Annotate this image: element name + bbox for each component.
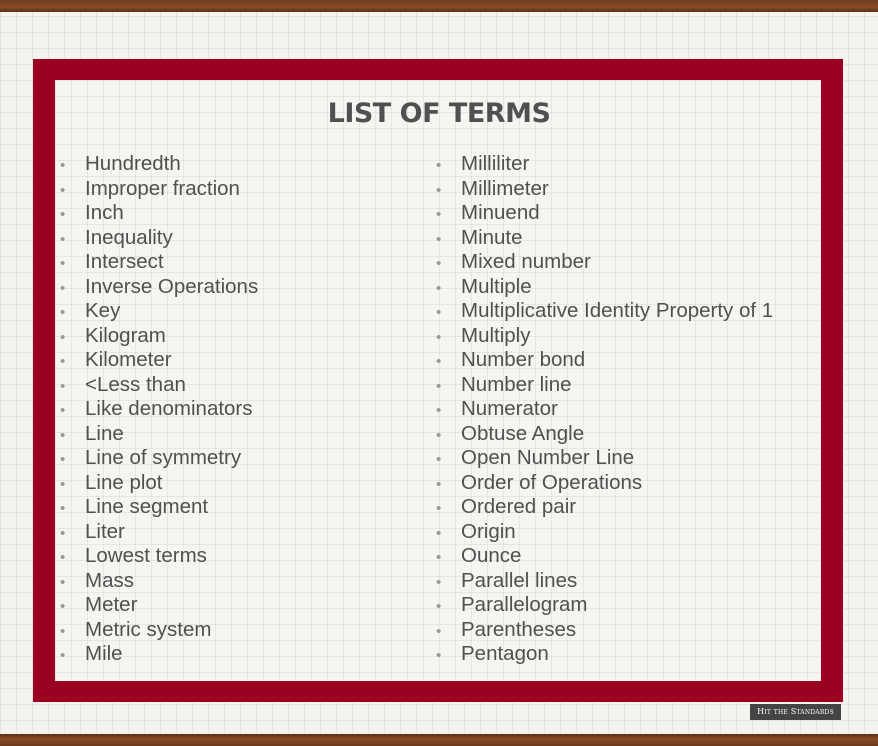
term-item — [434, 569, 773, 594]
term-label: Mass — [85, 568, 134, 592]
term-item — [434, 373, 773, 398]
term-label: Number bond — [461, 348, 586, 371]
term-item — [58, 373, 258, 398]
term-item — [434, 275, 773, 300]
term-item — [434, 544, 773, 569]
bullet-icon: • — [60, 304, 66, 321]
term-item — [58, 618, 258, 643]
term-item — [434, 250, 773, 275]
term-item — [58, 446, 258, 471]
term-label: Inverse Operations — [85, 274, 259, 298]
term-label: Origin — [461, 519, 516, 543]
term-label: Multiplicative Identity Property of 1 — [461, 299, 774, 322]
bullet-icon: • — [436, 304, 442, 321]
bullet-icon: • — [436, 451, 442, 468]
term-label: Parallel lines — [461, 568, 578, 592]
term-item — [434, 397, 773, 422]
bullet-icon: • — [436, 573, 442, 591]
bullet-icon: • — [60, 451, 66, 468]
bullet-icon: • — [60, 279, 66, 297]
term-item — [58, 593, 258, 618]
term-label: Key — [85, 299, 121, 322]
term-label: Liter — [85, 519, 125, 543]
bullet-icon: • — [436, 157, 442, 174]
term-item — [434, 593, 773, 618]
bullet-icon: • — [60, 598, 66, 615]
term-item — [434, 618, 773, 643]
term-label: Hundredth — [85, 152, 181, 175]
bullet-icon: • — [436, 377, 442, 395]
term-label: Numerator — [461, 397, 558, 420]
term-label: Number line — [461, 372, 572, 396]
term-item — [58, 348, 258, 373]
bullet-icon: • — [60, 255, 66, 272]
term-item — [434, 201, 773, 226]
term-label: Line — [85, 421, 124, 445]
term-label: Multiply — [461, 323, 531, 347]
term-label: Line of symmetry — [85, 446, 242, 469]
term-item — [58, 422, 258, 447]
term-label: Parentheses — [461, 617, 577, 641]
term-label: Parallelogram — [461, 593, 588, 616]
term-label: Mile — [85, 642, 123, 665]
term-label: Intersect — [85, 250, 164, 273]
term-item — [434, 177, 773, 202]
bullet-icon: • — [60, 475, 66, 493]
term-item — [434, 520, 773, 545]
term-item — [434, 422, 773, 447]
bullet-icon: • — [436, 402, 442, 419]
term-item — [434, 471, 773, 496]
bullet-icon: • — [436, 622, 442, 640]
bullet-icon: • — [436, 279, 442, 297]
term-item — [58, 471, 258, 496]
term-item — [434, 299, 773, 324]
bullet-icon: • — [60, 426, 66, 444]
bullet-icon: • — [60, 206, 66, 223]
terms-list-right — [434, 152, 773, 667]
bullet-icon: • — [436, 549, 442, 566]
term-label: Minute — [461, 225, 523, 249]
term-label: Open Number Line — [461, 446, 635, 469]
term-label: Metric system — [85, 617, 212, 641]
bullet-icon: • — [60, 230, 66, 248]
term-label: Multiple — [461, 274, 532, 298]
term-item — [58, 201, 258, 226]
bullet-icon: • — [436, 328, 442, 346]
term-label: Lowest terms — [85, 544, 207, 567]
term-label: Pentagon — [461, 642, 549, 665]
term-label: Millimeter — [461, 176, 549, 200]
term-label: Meter — [85, 593, 138, 616]
term-item — [58, 250, 258, 275]
term-item — [58, 569, 258, 594]
term-label: Order of Operations — [461, 470, 643, 494]
term-item — [434, 642, 773, 667]
term-label: Line segment — [85, 495, 209, 518]
term-item — [434, 495, 773, 520]
term-label: Milliliter — [461, 152, 530, 175]
bullet-icon: • — [60, 402, 66, 419]
term-label: Mixed number — [461, 250, 591, 273]
term-item — [58, 177, 258, 202]
term-item — [434, 152, 773, 177]
bullet-icon: • — [60, 500, 66, 517]
hit-the-standards-badge: Hit the Standards — [750, 704, 841, 720]
term-label: Inequality — [85, 225, 173, 249]
bullet-icon: • — [60, 181, 66, 199]
slide-title: LIST OF TERMS — [327, 98, 551, 129]
term-label: Kilometer — [85, 348, 172, 371]
term-item — [58, 275, 258, 300]
bullet-icon: • — [436, 255, 442, 272]
bullet-icon: • — [436, 598, 442, 615]
terms-list-left — [58, 152, 258, 667]
bullet-icon: • — [60, 328, 66, 346]
term-item — [58, 299, 258, 324]
bullet-icon: • — [436, 500, 442, 517]
term-label: Obtuse Angle — [461, 421, 585, 445]
term-item — [58, 324, 258, 349]
term-label: Improper fraction — [85, 176, 240, 200]
term-item — [434, 226, 773, 251]
term-label: Like denominators — [85, 397, 253, 420]
bullet-icon: • — [436, 426, 442, 444]
bullet-icon: • — [60, 622, 66, 640]
term-label: Inch — [85, 201, 124, 224]
term-item — [434, 324, 773, 349]
term-label: <Less than — [85, 372, 186, 396]
term-item — [58, 495, 258, 520]
bullet-icon: • — [60, 647, 66, 664]
term-item — [434, 446, 773, 471]
term-item — [58, 397, 258, 422]
term-item — [434, 348, 773, 373]
term-label: Line plot — [85, 470, 163, 494]
bullet-icon: • — [436, 181, 442, 199]
term-label: Ordered pair — [461, 495, 577, 518]
bullet-icon: • — [436, 647, 442, 664]
bullet-icon: • — [436, 524, 442, 542]
bullet-icon: • — [60, 573, 66, 591]
bullet-icon: • — [436, 475, 442, 493]
term-item — [58, 226, 258, 251]
bullet-icon: • — [60, 353, 66, 370]
term-item — [58, 544, 258, 569]
wood-frame-top — [0, 0, 878, 12]
term-label: Kilogram — [85, 323, 166, 347]
term-item — [58, 642, 258, 667]
term-label: Ounce — [461, 544, 522, 567]
bullet-icon: • — [436, 353, 442, 370]
wood-frame-bottom — [0, 734, 878, 746]
bullet-icon: • — [60, 524, 66, 542]
term-item — [58, 520, 258, 545]
term-item — [58, 152, 258, 177]
bullet-icon: • — [60, 157, 66, 174]
bullet-icon: • — [60, 549, 66, 566]
bullet-icon: • — [436, 230, 442, 248]
bullet-icon: • — [60, 377, 66, 395]
bullet-icon: • — [436, 206, 442, 223]
term-label: Minuend — [461, 201, 540, 224]
